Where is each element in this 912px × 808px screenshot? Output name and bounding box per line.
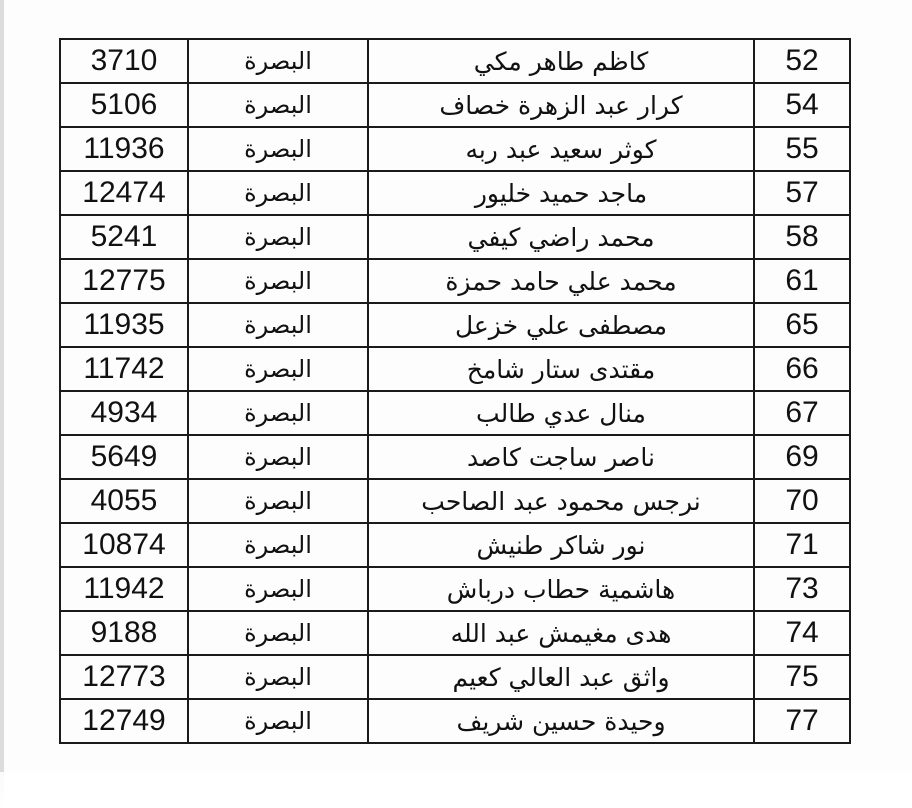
code-cell: 11935 — [60, 303, 188, 347]
city-cell: البصرة — [188, 347, 368, 391]
table-row — [60, 699, 850, 743]
number-cell: 54 — [754, 83, 850, 127]
name-cell: محمد راضي كيفي — [368, 215, 754, 259]
name-cell: واثق عبد العالي كعيم — [368, 655, 754, 699]
code-cell: 10874 — [60, 523, 188, 567]
city-cell: البصرة — [188, 435, 368, 479]
city-cell: البصرة — [188, 215, 368, 259]
city-cell: البصرة — [188, 523, 368, 567]
code-cell: 5649 — [60, 435, 188, 479]
number-cell: 57 — [754, 171, 850, 215]
number-cell: 67 — [754, 391, 850, 435]
city-cell: البصرة — [188, 83, 368, 127]
name-cell: كرار عبد الزهرة خصاف — [368, 83, 754, 127]
number-cell: 74 — [754, 611, 850, 655]
table-row — [60, 391, 850, 435]
code-cell: 12749 — [60, 699, 188, 743]
table-row — [60, 655, 850, 699]
name-cell: كاظم طاهر مكي — [368, 39, 754, 83]
city-cell: البصرة — [188, 611, 368, 655]
name-cell: محمد علي حامد حمزة — [368, 259, 754, 303]
city-cell: البصرة — [188, 655, 368, 699]
name-cell: كوثر سعيد عبد ربه — [368, 127, 754, 171]
code-cell: 11942 — [60, 567, 188, 611]
code-cell: 5241 — [60, 215, 188, 259]
page-edge — [0, 0, 4, 808]
number-cell: 77 — [754, 699, 850, 743]
number-cell: 55 — [754, 127, 850, 171]
city-cell: البصرة — [188, 567, 368, 611]
code-cell: 4055 — [60, 479, 188, 523]
name-cell: مقتدى ستار شامخ — [368, 347, 754, 391]
code-cell: 11936 — [60, 127, 188, 171]
city-cell: البصرة — [188, 127, 368, 171]
name-cell: هاشمية حطاب درباش — [368, 567, 754, 611]
number-cell: 73 — [754, 567, 850, 611]
records-table-body — [60, 39, 850, 743]
table-row — [60, 611, 850, 655]
table-row — [60, 171, 850, 215]
name-cell: وحيدة حسين شريف — [368, 699, 754, 743]
table-row — [60, 479, 850, 523]
number-cell: 61 — [754, 259, 850, 303]
code-cell: 12775 — [60, 259, 188, 303]
code-cell: 12474 — [60, 171, 188, 215]
code-cell: 3710 — [60, 39, 188, 83]
name-cell: ناصر ساجت كاصد — [368, 435, 754, 479]
table-row — [60, 303, 850, 347]
table-row — [60, 567, 850, 611]
city-cell: البصرة — [188, 39, 368, 83]
table-row — [60, 259, 850, 303]
name-cell: نور شاكر طنيش — [368, 523, 754, 567]
name-cell: ماجد حميد خليور — [368, 171, 754, 215]
code-cell: 11742 — [60, 347, 188, 391]
number-cell: 70 — [754, 479, 850, 523]
city-cell: البصرة — [188, 303, 368, 347]
city-cell: البصرة — [188, 391, 368, 435]
records-table — [59, 38, 851, 744]
table-row — [60, 523, 850, 567]
code-cell: 12773 — [60, 655, 188, 699]
city-cell: البصرة — [188, 259, 368, 303]
code-cell: 9188 — [60, 611, 188, 655]
number-cell: 71 — [754, 523, 850, 567]
city-cell: البصرة — [188, 479, 368, 523]
name-cell: مصطفى علي خزعل — [368, 303, 754, 347]
number-cell: 69 — [754, 435, 850, 479]
table-row — [60, 39, 850, 83]
code-cell: 5106 — [60, 83, 188, 127]
name-cell: منال عدي طالب — [368, 391, 754, 435]
table-row — [60, 435, 850, 479]
number-cell: 75 — [754, 655, 850, 699]
name-cell: نرجس محمود عبد الصاحب — [368, 479, 754, 523]
table-row — [60, 347, 850, 391]
number-cell: 58 — [754, 215, 850, 259]
number-cell: 52 — [754, 39, 850, 83]
table-row — [60, 215, 850, 259]
number-cell: 65 — [754, 303, 850, 347]
city-cell: البصرة — [188, 171, 368, 215]
number-cell: 66 — [754, 347, 850, 391]
table-row — [60, 127, 850, 171]
table-row — [60, 83, 850, 127]
name-cell: هدى مغيمش عبد الله — [368, 611, 754, 655]
city-cell: البصرة — [188, 699, 368, 743]
bottom-fade — [0, 772, 912, 808]
code-cell: 4934 — [60, 391, 188, 435]
